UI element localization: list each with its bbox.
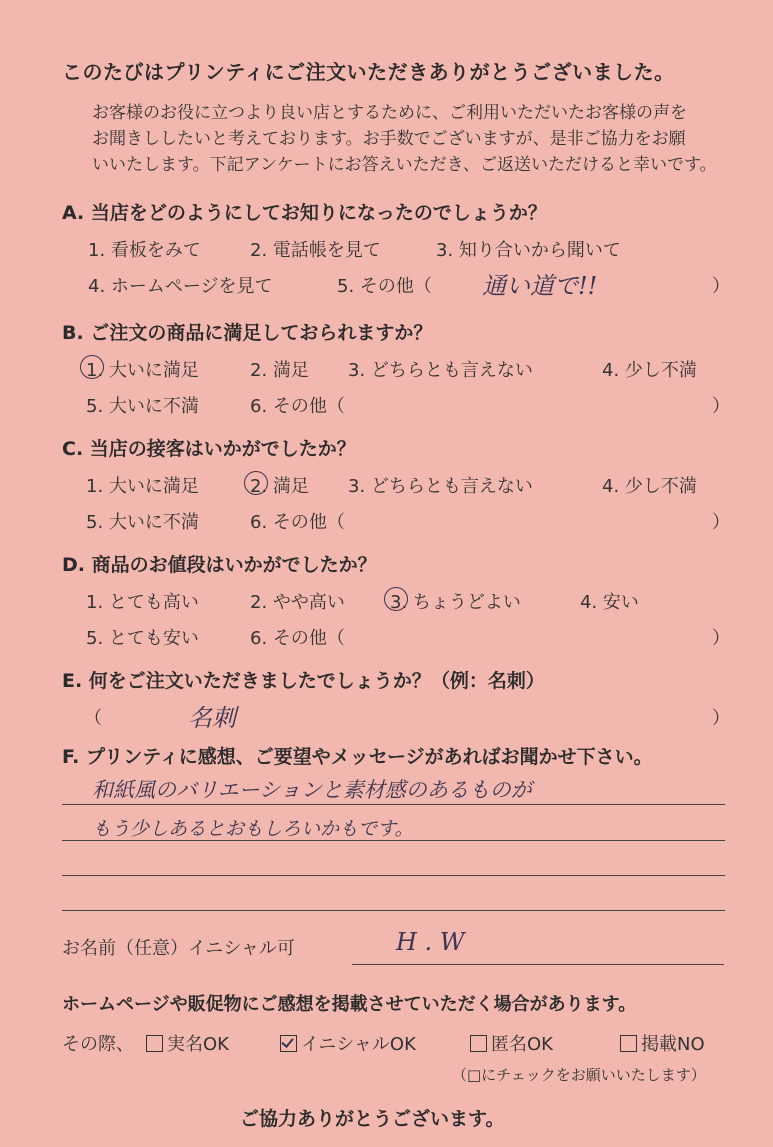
qa-option-3[interactable]: 3. 知り合いから聞いて	[436, 240, 621, 261]
intro-line-3: いいたします。下記アンケートにお答えいただき、ご返送いただけると幸いです。	[92, 155, 717, 175]
question-c: C. 当店の接客はいかがでしたか？	[62, 438, 356, 460]
qd-option-3[interactable]: 3. ちょうどよい	[390, 592, 521, 613]
name-rule	[352, 964, 724, 965]
qa-option-4[interactable]: 4. ホームページを見て	[88, 276, 273, 297]
checkbox-note: （□にチェックをお願いいたします）	[452, 1066, 706, 1084]
consent-real-name[interactable]	[146, 1030, 229, 1056]
answer-rule-1	[62, 804, 725, 805]
checkbox-no-publish[interactable]	[620, 1035, 637, 1052]
qc-option-4[interactable]: 4. 少し不満	[602, 476, 697, 497]
qa-option-5[interactable]: 5. その他（	[337, 276, 432, 297]
qc-option-3[interactable]: 3. どちらとも言えない	[348, 476, 533, 497]
consent-anonymous[interactable]	[470, 1030, 553, 1056]
qe-close-paren: ）	[712, 708, 730, 729]
answer-rule-2	[62, 840, 725, 841]
qd-option-4[interactable]: 4. 安い	[580, 592, 639, 613]
question-d: D. 商品のお値段はいかがでしたか？	[62, 554, 377, 576]
qc-close-paren: ）	[712, 512, 730, 533]
qe-answer[interactable]: 名刺	[188, 704, 236, 732]
qa-option-2[interactable]: 2. 電話帳を見て	[250, 240, 381, 261]
question-e: E. 何をご注文いただきましたでしょうか？（例：名刺）	[62, 670, 545, 692]
qc-option-5[interactable]: 5. 大いに不満	[86, 512, 199, 533]
publish-prefix: その際、	[62, 1034, 134, 1055]
question-a: A. 当店をどのようにしてお知りになったのでしょうか？	[62, 202, 547, 224]
qb-option-4[interactable]: 4. 少し不満	[602, 360, 697, 381]
qd-option-5[interactable]: 5. とても安い	[86, 628, 199, 649]
checkbox-real-name[interactable]	[146, 1035, 163, 1052]
intro-line-1: お客様のお役に立つより良い店とするために、ご利用いただいたお客様の声を	[92, 103, 687, 123]
qd-close-paren: ）	[712, 628, 730, 649]
qb-option-2[interactable]: 2. 満足	[250, 360, 309, 381]
qf-answer-line-2[interactable]: もう少しあるとおもしろいかもです。	[92, 818, 414, 840]
qb-option-3[interactable]: 3. どちらとも言えない	[348, 360, 533, 381]
consent-initial[interactable]	[280, 1030, 416, 1056]
consent-real-name-label: 実名OK	[167, 1034, 229, 1055]
qd-option-1[interactable]: 1. とても高い	[86, 592, 199, 613]
answer-rule-4	[62, 910, 725, 911]
name-answer[interactable]: H . W	[396, 928, 465, 956]
answer-rule-3	[62, 875, 725, 876]
qc-option-6[interactable]: 6. その他（	[250, 512, 345, 533]
qc-option-2[interactable]: 2. 満足	[250, 476, 309, 497]
qa-option-1[interactable]: 1. 看板をみて	[88, 240, 201, 261]
qa-close-paren: ）	[712, 276, 730, 297]
consent-no-publish[interactable]	[620, 1030, 705, 1056]
qb-option-1[interactable]: 1. 大いに満足	[86, 360, 199, 381]
qb-close-paren: ）	[712, 396, 730, 417]
qd-option-6[interactable]: 6. その他（	[250, 628, 345, 649]
qf-answer-line-1[interactable]: 和紙風のバリエーションと素材感のあるものが	[92, 778, 532, 802]
consent-anonymous-label: 匿名OK	[491, 1034, 553, 1055]
question-b: B. ご注文の商品に満足しておられますか？	[62, 322, 433, 344]
consent-no-publish-label: 掲載NO	[641, 1034, 705, 1055]
intro-line-2: お聞きししたいと考えております。お手数でございますが、是非ご協力をお願	[92, 129, 686, 149]
publish-notice: ホームページや販促物にご感想を掲載させていただく場合があります。	[62, 994, 637, 1015]
checkbox-anonymous[interactable]	[470, 1035, 487, 1052]
survey-title: このたびはプリンティにご注文いただきありがとうございました。	[62, 60, 675, 84]
qe-open-paren: （	[84, 708, 102, 729]
qd-option-2[interactable]: 2. やや高い	[250, 592, 345, 613]
qa-other-answer[interactable]: 通い道で!!	[482, 272, 598, 300]
qc-option-1[interactable]: 1. 大いに満足	[86, 476, 199, 497]
consent-initial-label: イニシャルOK	[301, 1034, 416, 1055]
name-label: お名前（任意）イニシャル可	[62, 938, 295, 959]
thanks-message: ご協力ありがとうございます。	[240, 1108, 505, 1130]
question-f: F. プリンティに感想、ご要望やメッセージがあればお聞かせ下さい。	[62, 746, 653, 768]
qb-option-6[interactable]: 6. その他（	[250, 396, 345, 417]
checkbox-initial-checked[interactable]	[280, 1035, 297, 1052]
qb-option-5[interactable]: 5. 大いに不満	[86, 396, 199, 417]
